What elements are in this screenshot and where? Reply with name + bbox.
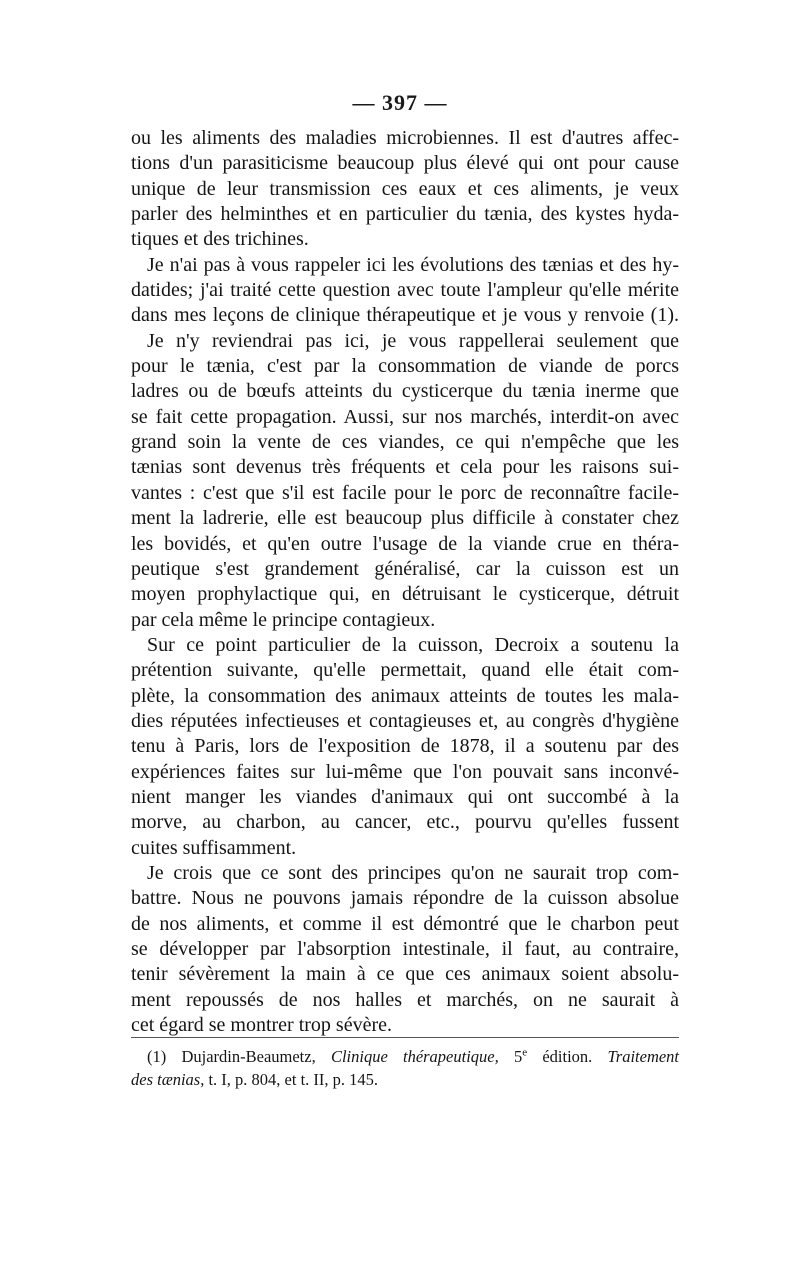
text-line: dies réputées infectieuses et contagieuses et, au congrès d'hygiène xyxy=(131,709,679,732)
body-text xyxy=(131,126,679,1038)
footnote-line xyxy=(131,1068,679,1091)
text-line: se développer par l'absorption intestinale, il faut, au contraire, xyxy=(131,938,679,960)
text-line: cuites suffisamment. xyxy=(131,836,297,859)
text-line: Sur ce point particulier de la cuisson, Decroix a soutenu la xyxy=(147,633,679,656)
text-line: tiques et des trichines. xyxy=(131,228,309,251)
footnote-divider xyxy=(131,1037,679,1038)
footnote-title2: Traitement xyxy=(607,1047,680,1066)
footnote-author: Dujardin-Beaumetz, xyxy=(181,1047,316,1066)
text-line: par cela même le principe contagieux. xyxy=(131,608,436,631)
text-line: tenir sévèrement la main à ce que ces animaux soient absolu- xyxy=(131,963,679,986)
text-line: cet égard se montrer trop sévère. xyxy=(131,1014,392,1037)
page-number: — 397 — xyxy=(352,90,448,115)
footnote-edition-sup: e xyxy=(522,1046,528,1059)
text-line: pour le tænia, c'est par la consommation de viande de porcs xyxy=(131,355,679,378)
text-line: datides; j'ai traité cette question avec toute l'ampleur qu'elle mérite xyxy=(131,279,679,302)
footnote-marker: (1) xyxy=(147,1047,167,1066)
text-line: vantes : c'est que s'il est facile pour le porc de reconnaître facile- xyxy=(131,481,679,504)
text-line: ladres ou de bœufs atteints du cysticerque du tænia inerme que xyxy=(131,380,679,403)
text-line: parler des helminthes et en particulier du tænia, des kystes hyda- xyxy=(131,203,679,226)
footnote-title: Clinique thérapeutique, xyxy=(330,1047,499,1066)
text-line: tions d'un parasiticisme beaucoup plus élevé qui ont pour cause xyxy=(131,152,679,175)
text-line: se fait cette propagation. Aussi, sur nos marchés, interdit-on avec xyxy=(131,405,679,428)
text-line: Je n'y reviendrai pas ici, je vous rappellerai seulement que xyxy=(147,329,679,352)
text-line: tænias sont devenus très fréquents et cela pour les raisons sui- xyxy=(131,456,679,479)
text-line: plète, la consommation des animaux atteints de toutes les mala- xyxy=(131,684,679,707)
text-line: dans mes leçons de clinique thérapeutique et je vous y renvoie (1). xyxy=(131,304,679,327)
footnote-refs: t. I, p. 804, et t. II, p. 145. xyxy=(208,1070,379,1089)
text-line: Je n'ai pas à vous rappeler ici les évolutions des tænias et des hy- xyxy=(147,253,679,276)
text-line: les bovidés, et qu'en outre l'usage de la viande crue en théra- xyxy=(131,532,679,555)
text-line: unique de leur transmission ces eaux et ces aliments, je veux xyxy=(131,177,679,200)
footnote-title2-cont: des tænias, xyxy=(131,1070,205,1089)
text-line: battre. Nous ne pouvons jamais répondre de la cuisson absolue xyxy=(131,887,679,910)
text-line: nient manger les viandes d'animaux qui ont succombé à la xyxy=(131,785,679,808)
text-line: prétention suivante, qu'elle permettait, quand elle était com- xyxy=(131,659,679,682)
footnote-line xyxy=(131,1045,679,1068)
text-line: grand soin la vente de ces viandes, ce qui n'empêche que les xyxy=(131,431,679,454)
text-line: ment la ladrerie, elle est beaucoup plus difficile à constater chez xyxy=(131,507,679,530)
text-line: tenu à Paris, lors de l'exposition de 1878, il a soutenu par des xyxy=(131,735,679,758)
text-line: morve, au charbon, au cancer, etc., pourvu qu'elles fussent xyxy=(131,811,679,834)
footnote-edition-num: 5 xyxy=(513,1047,523,1066)
footnote-edition-word: édition. xyxy=(542,1047,593,1066)
text-line: Je crois que ce sont des principes qu'on ne saurait trop com- xyxy=(147,861,679,884)
text-line: moyen prophylactique qui, en détruisant le cysticerque, détruit xyxy=(131,583,679,606)
text-line: peutique s'est grandement généralisé, car la cuisson est un xyxy=(131,557,679,580)
text-line: ou les aliments des maladies microbiennes. Il est d'autres affec- xyxy=(131,127,679,149)
footnote xyxy=(131,1045,679,1091)
text-line: ment repoussés de nos halles et marchés, on ne saurait à xyxy=(131,988,679,1011)
text-line: expériences faites sur lui-même que l'on pouvait sans inconvé- xyxy=(131,760,679,783)
text-line: de nos aliments, et comme il est démontré que le charbon peut xyxy=(131,912,679,935)
